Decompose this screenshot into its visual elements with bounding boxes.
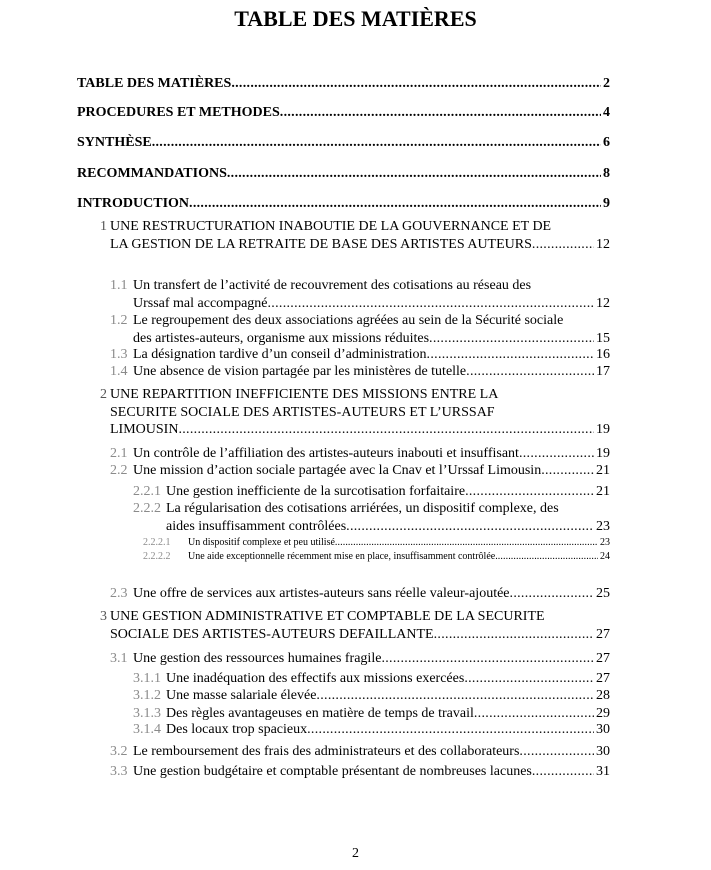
toc-entry-page: 15 <box>596 330 610 346</box>
toc-entry[interactable] <box>110 763 610 781</box>
toc-entry-page: 12 <box>596 295 610 311</box>
toc-entry-page: 30 <box>596 722 610 737</box>
toc-entry[interactable] <box>77 195 610 213</box>
toc-entry[interactable] <box>133 721 610 739</box>
toc-entry-page: 16 <box>596 347 610 362</box>
toc-entry[interactable] <box>110 346 610 364</box>
toc-entry-title: Un dispositif complexe et peu utilisé <box>188 537 335 548</box>
toc-entry-title: UNE REPARTITION INEFFICIENTE DES MISSIONS ENTRE LA SECURITE SOCIALE DES ARTISTES-AUTEURS ET L’URSSAF LIMOUSIN <box>110 387 498 437</box>
toc-entry[interactable] <box>110 743 610 761</box>
toc-entry-title: La régularisation des cotisations arriérées, un dispositif complexe, des aides insuffisamment contrôlées <box>166 501 559 534</box>
page-title: TABLE DES MATIÈRES <box>234 6 477 31</box>
toc-entry-number: 2.3 <box>110 586 128 601</box>
toc-entry-title: Une aide exceptionnelle récemment mise en place, insuffisamment contrôlée <box>188 551 496 562</box>
toc-entry-page: 8 <box>603 166 610 181</box>
toc-entry-page: 28 <box>596 688 610 703</box>
toc-entry-page: 2 <box>603 76 610 91</box>
toc-entry[interactable] <box>143 549 610 564</box>
toc-entry[interactable] <box>143 535 610 550</box>
toc-entry[interactable] <box>133 687 610 705</box>
toc-entry[interactable] <box>77 165 610 183</box>
toc-entry-page: 27 <box>596 626 610 642</box>
toc-entry-number: 3.1.4 <box>133 722 161 737</box>
toc-entry-title: Le regroupement des deux associations agréées au sein de la Sécurité sociale des artistes-auteurs, organisme aux missions réduites <box>133 313 564 346</box>
toc-entry[interactable] <box>77 104 610 122</box>
toc-entry-page: 9 <box>603 196 610 211</box>
toc-entry[interactable] <box>110 462 610 480</box>
toc-entry-title: Des locaux trop spacieux <box>166 722 308 737</box>
toc-entry-number: 3.1.3 <box>133 706 161 721</box>
toc-entry[interactable] <box>133 500 610 535</box>
toc-entry[interactable] <box>110 650 610 668</box>
toc-entry[interactable] <box>110 363 610 381</box>
toc-entry-number: 2.1 <box>110 446 128 461</box>
toc-entry[interactable] <box>133 483 610 501</box>
toc-entry-page: 25 <box>596 586 610 601</box>
toc-entry-title: Une gestion des ressources humaines fragile <box>133 651 382 666</box>
toc-entry[interactable] <box>110 312 610 347</box>
toc-entry-title: Une gestion inefficiente de la surcotisation forfaitaire <box>166 484 466 499</box>
toc-entry-number: 3.1.2 <box>133 688 161 703</box>
toc-entry-page: 19 <box>596 446 610 461</box>
toc-entry-number: 2.2.2.2 <box>143 551 171 562</box>
toc-entry-title: Une masse salariale élevée <box>166 688 317 703</box>
toc-entry-page: 6 <box>603 135 610 150</box>
toc-entry-page: 19 <box>596 422 610 437</box>
toc-entry-title: SYNTHÈSE <box>77 135 152 150</box>
toc-entry[interactable] <box>133 670 610 688</box>
toc-entry[interactable] <box>110 277 610 312</box>
toc-entry-number: 2.2.2 <box>133 501 161 516</box>
toc-entry-title: Le remboursement des frais des administrateurs et des collaborateurs <box>133 744 520 759</box>
toc-entry-number: 2.2 <box>110 463 128 478</box>
toc-entry-page: 30 <box>596 744 610 759</box>
toc-entry-title: Une inadéquation des effectifs aux missions exercées <box>166 671 465 686</box>
toc-entry-page: 27 <box>596 671 610 686</box>
toc-entry-title: Une offre de services aux artistes-auteurs sans réelle valeur-ajoutée <box>133 586 510 601</box>
toc-entry-number: 1 <box>100 219 107 234</box>
toc-entry-title: UNE GESTION ADMINISTRATIVE ET COMPTABLE DE LA SECURITE SOCIALE DES ARTISTES-AUTEURS DEFAILLANTE <box>110 609 545 642</box>
page-number: 2 <box>352 846 359 861</box>
toc-entry-title: RECOMMANDATIONS <box>77 166 227 181</box>
toc-entry-number: 3 <box>100 609 107 624</box>
toc-entry-number: 1.4 <box>110 364 128 379</box>
toc-entry-page: 21 <box>596 484 610 499</box>
toc-entry-number: 2 <box>100 387 107 402</box>
toc-entry-page: 4 <box>603 105 610 120</box>
toc-entry[interactable] <box>77 134 610 152</box>
toc-entry-page: 29 <box>596 706 610 721</box>
toc-entry[interactable] <box>110 445 610 463</box>
toc-entry-number: 1.2 <box>110 313 128 328</box>
toc-entry-page: 24 <box>600 551 610 562</box>
toc-entry-title: Une absence de vision partagée par les ministères de tutelle <box>133 364 467 379</box>
toc-entry-number: 3.3 <box>110 764 128 779</box>
toc-entry[interactable] <box>100 218 610 253</box>
toc-entry-page: 23 <box>596 518 610 534</box>
toc-entry-title: PROCEDURES ET METHODES <box>77 105 280 120</box>
toc-entry-number: 1.3 <box>110 347 128 362</box>
toc-entry-number: 2.2.2.1 <box>143 537 171 548</box>
toc-entry[interactable] <box>77 75 610 93</box>
toc-entry-number: 1.1 <box>110 278 128 293</box>
toc-entry-page: 17 <box>596 364 610 379</box>
toc-entry-title: Un contrôle de l’affiliation des artistes-auteurs inabouti et insuffisant <box>133 446 519 461</box>
toc-entry-page: 23 <box>600 537 610 548</box>
toc-entry-title: UNE RESTRUCTURATION INABOUTIE DE LA GOUVERNANCE ET DE LA GESTION DE LA RETRAITE DE BASE DES ARTISTES AUTEURS <box>110 219 552 252</box>
toc-entry-page: 27 <box>596 651 610 666</box>
toc-entry-title: Un transfert de l’activité de recouvrement des cotisations au réseau des Urssaf mal accompagné <box>133 278 532 311</box>
toc-entry-title: TABLE DES MATIÈRES <box>77 76 232 91</box>
toc-entry-title: INTRODUCTION <box>77 196 190 211</box>
toc-entry[interactable] <box>110 585 610 603</box>
toc-entry-number: 3.2 <box>110 744 128 759</box>
toc-entry[interactable] <box>100 608 610 643</box>
toc-entry-page: 31 <box>596 764 610 779</box>
toc-entry-title: Des règles avantageuses en matière de temps de travail <box>166 706 474 721</box>
toc-entry-number: 3.1.1 <box>133 671 161 686</box>
toc-entry-number: 3.1 <box>110 651 128 666</box>
toc-entry-number: 2.2.1 <box>133 484 161 499</box>
toc-entry[interactable] <box>100 386 610 439</box>
toc-entry-page: 12 <box>596 236 610 252</box>
toc-entry-page: 21 <box>596 463 610 478</box>
toc-entry-title: La désignation tardive d’un conseil d’administration <box>133 347 427 362</box>
toc-entry-title: Une mission d’action sociale partagée avec la Cnav et l’Urssaf Limousin <box>133 463 542 478</box>
toc-entry[interactable] <box>133 705 610 723</box>
toc-entry-title: Une gestion budgétaire et comptable présentant de nombreuses lacunes <box>133 764 532 779</box>
